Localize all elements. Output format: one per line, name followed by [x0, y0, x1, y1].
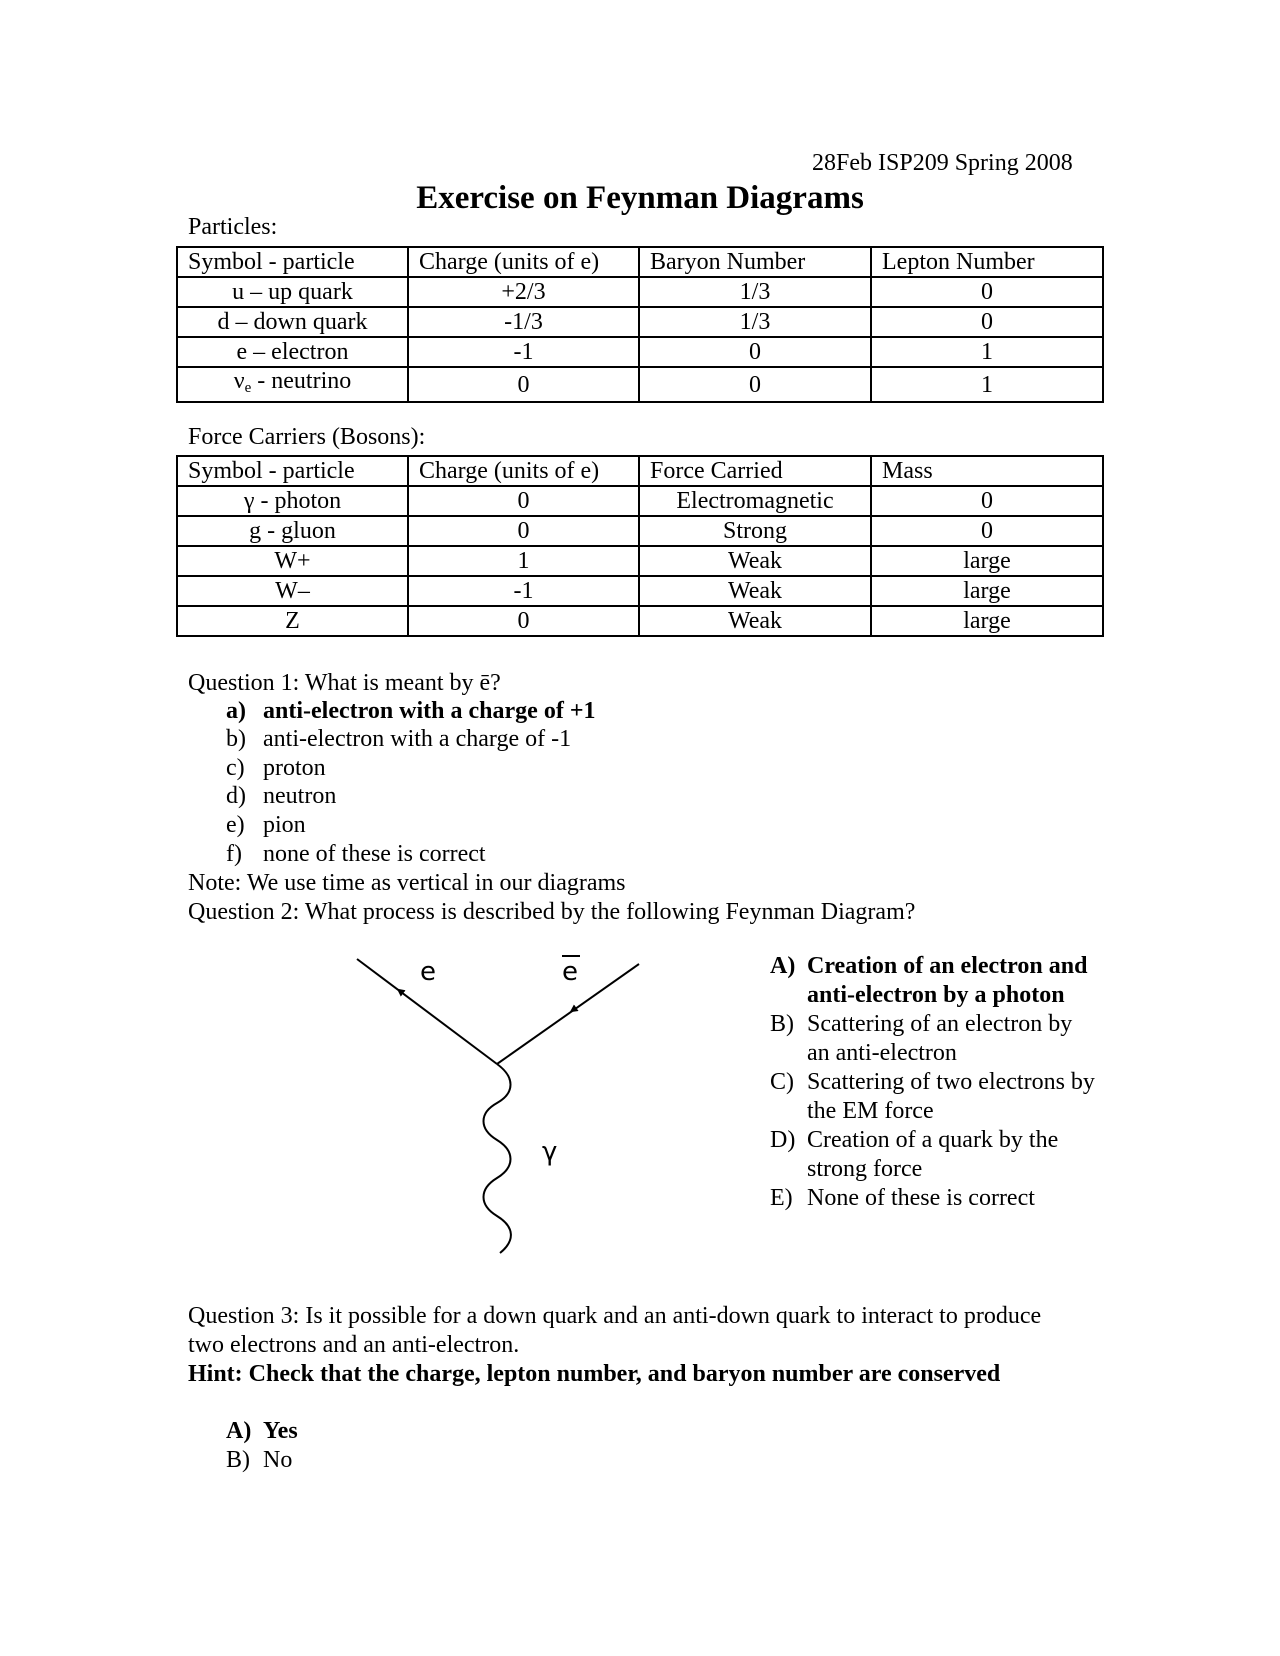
- charge-cell: 1: [408, 546, 639, 576]
- symbol-cell: Z: [177, 606, 408, 636]
- header-cell: Lepton Number: [871, 247, 1103, 277]
- option-text: No: [263, 1447, 293, 1473]
- charge-cell: 0: [408, 486, 639, 516]
- mass-cell: large: [871, 606, 1103, 636]
- symbol-cell: g - gluon: [177, 516, 408, 546]
- table-row: [177, 486, 1103, 516]
- option-letter: A): [770, 953, 796, 979]
- option-text: neutron: [263, 783, 337, 809]
- charge-cell: 0: [408, 516, 639, 546]
- table-row: [177, 576, 1103, 606]
- question-1: Question 1: What is meant by ē?: [188, 670, 501, 696]
- option-letter: D): [770, 1127, 796, 1153]
- anti-electron-label: e: [562, 957, 578, 987]
- symbol-cell: e – electron: [177, 337, 408, 367]
- option-letter: e): [226, 812, 245, 838]
- symbol-cell: d – down quark: [177, 307, 408, 337]
- q1-option-a[interactable]: [226, 698, 596, 725]
- page-header: 28Feb ISP209 Spring 2008: [812, 150, 1073, 176]
- option-letter: b): [226, 726, 246, 752]
- option-text: pion: [263, 812, 306, 838]
- q2-option-d[interactable]: [770, 1126, 1100, 1184]
- force-cell: Weak: [639, 546, 871, 576]
- charge-cell: -1/3: [408, 307, 639, 337]
- baryon-cell: 1/3: [639, 277, 871, 307]
- photon-label: γ: [542, 1137, 558, 1167]
- option-text: Yes: [263, 1418, 298, 1444]
- bosons-table: [176, 455, 1104, 637]
- baryon-cell: 0: [639, 337, 871, 367]
- header-cell: Force Carried: [639, 456, 871, 486]
- question-3-hint: Hint: Check that the charge, lepton number, and baryon number are conserved: [188, 1361, 1001, 1387]
- force-cell: Electromagnetic: [639, 486, 871, 516]
- q1-option-d[interactable]: [226, 783, 336, 810]
- header-cell: Mass: [871, 456, 1103, 486]
- page-title: Exercise on Feynman Diagrams: [416, 180, 864, 216]
- option-letter: f): [226, 841, 242, 867]
- table-header-row: [177, 247, 1103, 277]
- table-row: [177, 606, 1103, 636]
- q2-option-a[interactable]: [770, 952, 1100, 1010]
- option-text: anti-electron with a charge of -1: [263, 726, 572, 752]
- option-letter: B): [770, 1011, 794, 1037]
- mass-cell: large: [871, 576, 1103, 606]
- mass-cell: 0: [871, 486, 1103, 516]
- table-row: [177, 307, 1103, 337]
- lepton-cell: 0: [871, 277, 1103, 307]
- q2-option-b[interactable]: [770, 1010, 1100, 1068]
- charge-cell: -1: [408, 576, 639, 606]
- q2-option-c[interactable]: [770, 1068, 1100, 1126]
- symbol-rest: - neutrino: [251, 368, 352, 394]
- charge-cell: +2/3: [408, 277, 639, 307]
- symbol-cell: W–: [177, 576, 408, 606]
- symbol-cell: γ - photon: [177, 486, 408, 516]
- electron-label: e: [420, 957, 436, 987]
- option-letter: A): [226, 1418, 252, 1444]
- table-header-row: [177, 456, 1103, 486]
- option-text: Creation of a quark by the strong force: [807, 1127, 1059, 1182]
- particles-label: Particles:: [188, 214, 278, 240]
- option-text: none of these is correct: [263, 841, 486, 867]
- header-cell: Charge (units of e): [408, 247, 639, 277]
- option-letter: c): [226, 755, 245, 781]
- table-row: [177, 337, 1103, 367]
- option-text: Scattering of two electrons by the EM force: [807, 1069, 1095, 1124]
- header-cell: Baryon Number: [639, 247, 871, 277]
- question-3-line-2: two electrons and an anti-electron.: [188, 1332, 520, 1358]
- force-cell: Weak: [639, 606, 871, 636]
- question-2: Question 2: What process is described by the following Feynman Diagram?: [188, 899, 916, 925]
- particles-table: [176, 246, 1104, 403]
- header-cell: Symbol - particle: [177, 456, 408, 486]
- charge-cell: -1: [408, 337, 639, 367]
- q1-option-b[interactable]: [226, 726, 571, 753]
- table-row: [177, 277, 1103, 307]
- symbol-cell: W+: [177, 546, 408, 576]
- q1-option-f[interactable]: [226, 841, 486, 868]
- table-row: [177, 367, 1103, 402]
- mass-cell: large: [871, 546, 1103, 576]
- option-letter: E): [770, 1185, 793, 1211]
- table-row: [177, 516, 1103, 546]
- q3-option-b[interactable]: [226, 1447, 292, 1474]
- feynman-diagram: [340, 945, 660, 1265]
- symbol-cell: [177, 367, 408, 402]
- force-cell: Strong: [639, 516, 871, 546]
- header-cell: Symbol - particle: [177, 247, 408, 277]
- q1-option-e[interactable]: [226, 812, 306, 839]
- force-cell: Weak: [639, 576, 871, 606]
- charge-cell: 0: [408, 367, 639, 402]
- option-letter: C): [770, 1069, 794, 1095]
- symbol-cell: u – up quark: [177, 277, 408, 307]
- baryon-cell: 0: [639, 367, 871, 402]
- option-letter: d): [226, 783, 246, 809]
- q1-option-c[interactable]: [226, 755, 326, 782]
- diagram-note: Note: We use time as vertical in our diagrams: [188, 870, 626, 896]
- header-cell: Charge (units of e): [408, 456, 639, 486]
- lepton-cell: 1: [871, 337, 1103, 367]
- question-3-line-1: Question 3: Is it possible for a down quark and an anti-down quark to interact to produce: [188, 1303, 1042, 1329]
- option-text: Creation of an electron and anti-electron by a photon: [807, 953, 1088, 1008]
- option-text: Scattering of an electron by an anti-electron: [807, 1011, 1073, 1066]
- lepton-cell: 0: [871, 307, 1103, 337]
- option-letter: a): [226, 698, 246, 724]
- mass-cell: 0: [871, 516, 1103, 546]
- q3-option-a[interactable]: [226, 1418, 298, 1445]
- q2-option-e[interactable]: [770, 1184, 1100, 1213]
- symbol-main: ν: [233, 368, 245, 394]
- option-text: None of these is correct: [807, 1185, 1035, 1211]
- photon-wavy-line: [484, 1064, 511, 1253]
- charge-cell: 0: [408, 606, 639, 636]
- option-letter: B): [226, 1447, 250, 1473]
- bosons-label: Force Carriers (Bosons):: [188, 424, 426, 450]
- lepton-cell: 1: [871, 367, 1103, 402]
- q2-options: [770, 952, 1100, 1213]
- option-text: proton: [263, 755, 326, 781]
- option-text: anti-electron with a charge of +1: [263, 698, 596, 724]
- baryon-cell: 1/3: [639, 307, 871, 337]
- table-row: [177, 546, 1103, 576]
- symbol-subscript: e: [244, 380, 252, 396]
